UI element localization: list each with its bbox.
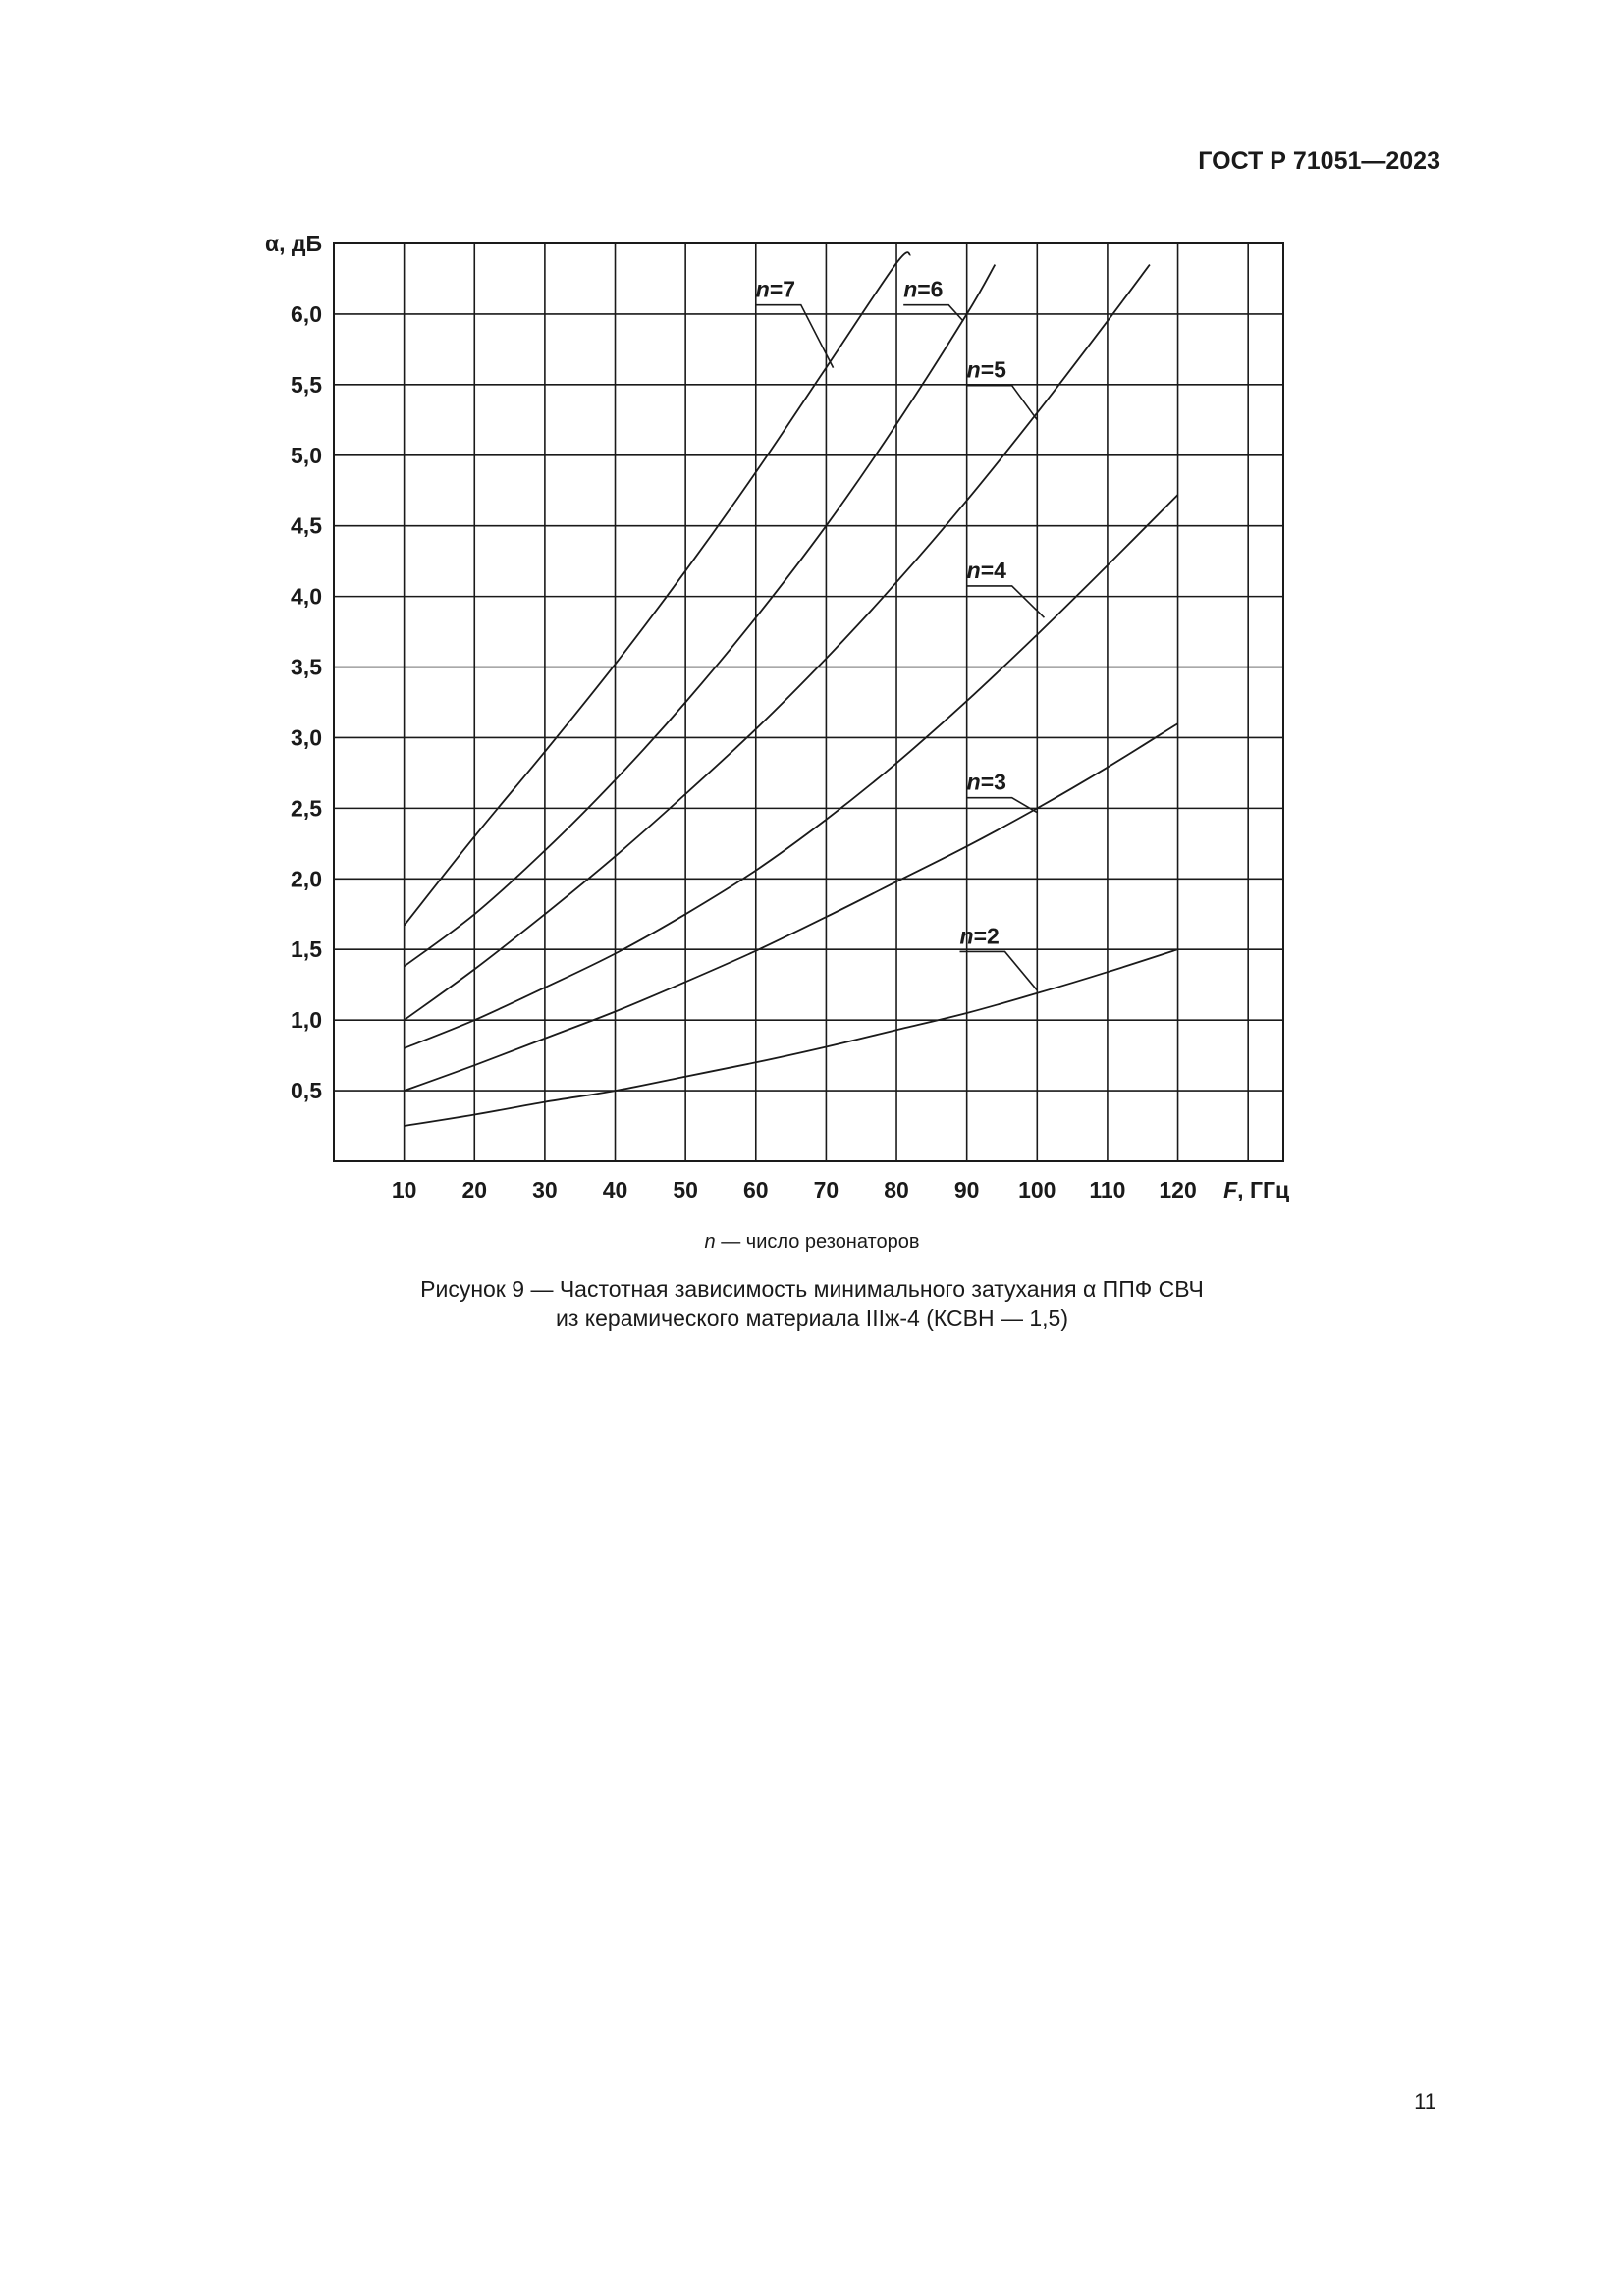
series-label	[967, 770, 1006, 795]
plot-frame	[334, 243, 1283, 1161]
y-tick-label: 0,5	[291, 1078, 322, 1104]
series-label-value: =2	[973, 923, 1000, 949]
y-tick-label: 3,0	[291, 724, 322, 751]
y-tick-label: 1,0	[291, 1007, 322, 1034]
page-number: 11	[1414, 2089, 1436, 2113]
series-label-value: =5	[980, 356, 1006, 383]
series-label-symbol: n	[966, 557, 981, 583]
y-tick-label: 1,5	[291, 936, 322, 963]
y-tick-label: 3,5	[291, 654, 322, 680]
series-label-value: =3	[980, 769, 1006, 795]
y-tick-label: 2,0	[291, 866, 322, 892]
series-line-n2	[405, 949, 1178, 1126]
document-header: ГОСТ Р 71051—2023	[1198, 147, 1440, 175]
x-tick-label: 70	[813, 1177, 839, 1202]
series-label-symbol: n	[903, 276, 918, 302]
x-tick-label: 110	[1089, 1177, 1126, 1202]
y-tick-label: 5,0	[291, 442, 322, 468]
series-line-n6	[405, 265, 996, 967]
x-tick-label: 20	[461, 1177, 488, 1202]
series-line-n7	[405, 252, 911, 926]
series-label	[967, 558, 1006, 583]
series-label-leader	[967, 586, 1045, 617]
x-tick-label: 100	[1018, 1177, 1056, 1202]
series-line-n3	[405, 723, 1178, 1091]
x-axis-label	[1223, 1177, 1289, 1202]
y-tick-label: 5,5	[291, 371, 322, 398]
x-tick-label: 120	[1159, 1177, 1197, 1202]
series-label-leader	[967, 386, 1038, 420]
note-text: — число резонаторов	[715, 1231, 920, 1253]
x-axis-symbol: F	[1223, 1177, 1238, 1202]
x-tick-label: 30	[532, 1177, 558, 1202]
series-label-symbol: n	[755, 276, 770, 302]
y-tick-label: 2,5	[291, 795, 322, 822]
series-label-value: =7	[769, 276, 796, 302]
y-tick-label: 6,0	[291, 300, 322, 327]
caption-line-1: Рисунок 9 — Частотная зависимость минимального затухания α ППФ СВЧ	[420, 1276, 1204, 1302]
series-line-n4	[405, 495, 1178, 1048]
series-label	[967, 357, 1006, 383]
series-label-symbol: n	[966, 356, 981, 383]
note-symbol: n	[704, 1231, 716, 1253]
x-tick-label: 50	[673, 1177, 698, 1202]
series-label	[903, 277, 943, 302]
x-tick-label: 80	[884, 1177, 909, 1202]
x-tick-label: 60	[742, 1177, 769, 1202]
series-label-value: =6	[917, 276, 944, 302]
series-label	[756, 277, 795, 302]
figure-note	[0, 1231, 1624, 1254]
x-axis-unit: , ГГц	[1237, 1177, 1290, 1202]
series-label-leader	[903, 305, 963, 321]
series-label	[960, 923, 1000, 948]
series-label-symbol: n	[959, 923, 974, 949]
y-axis-label: α, дБ	[264, 231, 322, 256]
x-tick-label: 40	[602, 1177, 628, 1202]
series-label-symbol: n	[966, 769, 981, 795]
figure-caption	[0, 1274, 1624, 1333]
y-tick-label: 4,0	[291, 583, 322, 610]
y-tick-label: 4,5	[291, 512, 322, 539]
x-tick-label: 10	[391, 1177, 417, 1202]
series-label-leader	[960, 951, 1038, 989]
x-tick-label: 90	[953, 1177, 980, 1202]
caption-line-2: из керамического материала IIIж-4 (КСВН — 1,5)	[556, 1306, 1068, 1331]
series-label-leader	[967, 798, 1038, 813]
series-label-value: =4	[980, 557, 1006, 583]
